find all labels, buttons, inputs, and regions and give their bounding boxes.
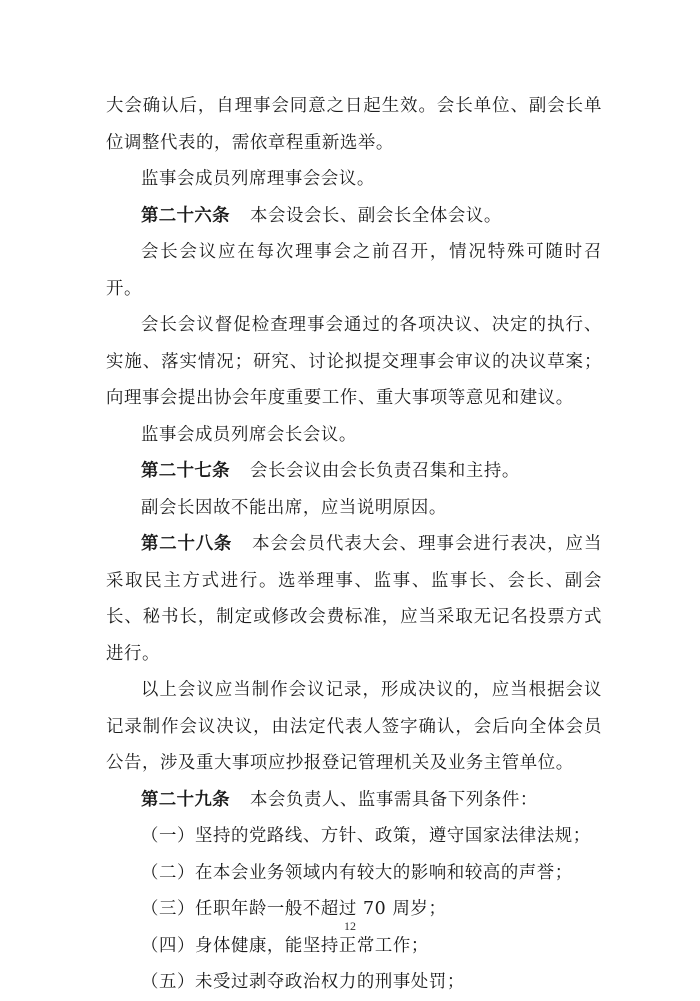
article-heading: 第二十八条: [141, 534, 233, 554]
paragraph: [106, 417, 602, 454]
list-item: [106, 818, 602, 855]
list-item-text: （五）未受过剥夺政治权力的刑事处罚；: [141, 972, 465, 992]
paragraph: [106, 161, 602, 198]
article-paragraph: [106, 526, 602, 672]
paragraph-text: 监事会成员列席理事会会议。: [141, 169, 375, 189]
list-item: [106, 964, 602, 1001]
article-heading: 第二十六条: [141, 205, 230, 226]
paragraph-text: 副会长因故不能出席，应当说明原因。: [141, 497, 447, 518]
paragraph-text: 大会确认后，自理事会同意之日起生效。会长单位、副会长单位调整代表的，需依章程重新选举。: [106, 96, 602, 153]
paragraph-text: 会长会议由会长负责召集和主持。: [249, 461, 520, 481]
list-item-text: （四）身体健康，能坚持正常工作；: [141, 935, 429, 956]
page-number: 12: [344, 919, 356, 933]
list-item: [106, 855, 602, 892]
paragraph-text: 本会会员代表大会、理事会进行表决，应当采取民主方式进行。选举理事、监事、监事长、会长、副会长、秘书长，制定或修改会费标准，应当采取无记名投票方式进行。: [106, 534, 602, 664]
paragraph-text: 本会设会长、副会长全体会议。: [249, 205, 502, 226]
article-heading: 第二十九条: [141, 789, 230, 810]
paragraph: [106, 88, 602, 161]
paragraph: [106, 672, 602, 782]
list-item-text: （三）任职年龄一般不超过 70 周岁；: [141, 899, 447, 919]
list-item-text: （二）在本会业务领域内有较大的影响和较高的声誉；: [141, 862, 573, 883]
document-body: [106, 88, 602, 1001]
paragraph: [106, 307, 602, 417]
paragraph: [106, 490, 602, 527]
list-item-text: （一）坚持的党路线、方针、政策，遵守国家法律法规；: [141, 826, 591, 846]
paragraph-text: 会长会议督促检查理事会通过的各项决议、决定的执行、实施、落实情况；研究、讨论拟提交理事会审议的决议草案；向理事会提出协会年度重要工作、重大事项等意见和建议。: [106, 315, 602, 408]
paragraph-text: 以上会议应当制作会议记录，形成决议的，应当根据会议记录制作会议决议，由法定代表人签字确认，会后向全体会员公告，涉及重大事项应抄报登记管理机关及业务主管单位。: [106, 680, 602, 773]
paragraph: [106, 234, 602, 307]
article-paragraph: [106, 782, 602, 819]
article-paragraph: [106, 453, 602, 490]
article-paragraph: [106, 198, 602, 235]
paragraph-text: 本会负责人、监事需具备下列条件：: [249, 789, 538, 810]
paragraph-text: 监事会成员列席会长会议。: [141, 424, 357, 445]
paragraph-text: 会长会议应在每次理事会之前召开，情况特殊可随时召开。: [106, 242, 602, 299]
article-heading: 第二十七条: [141, 461, 230, 481]
